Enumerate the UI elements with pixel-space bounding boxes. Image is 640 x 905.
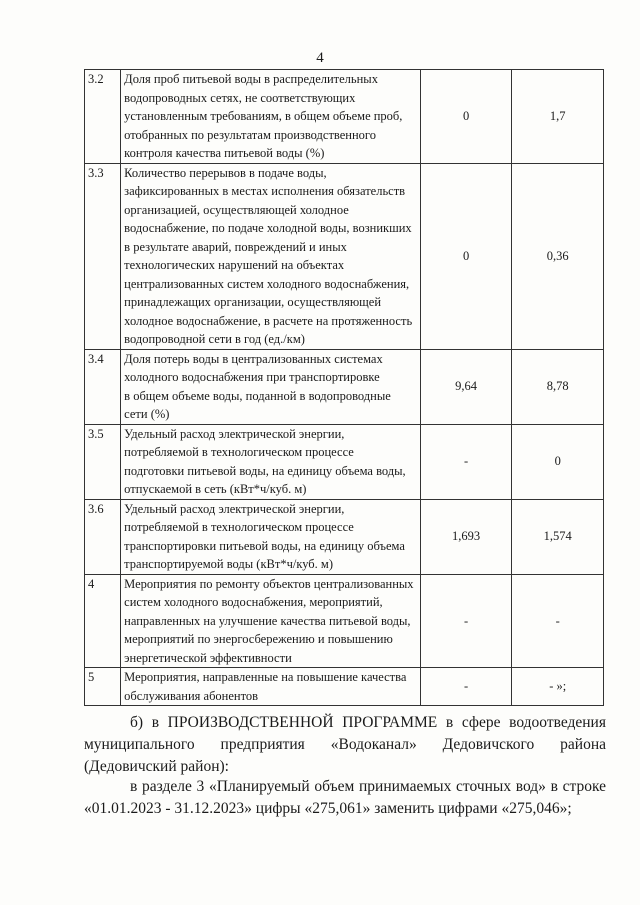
value-base: 9,64 xyxy=(420,349,512,424)
value-plan: 0 xyxy=(512,424,604,499)
row-description xyxy=(121,163,421,349)
description-line: контроля качества питьевой воды (%) xyxy=(124,146,325,160)
value-base: - xyxy=(420,424,512,499)
row-description xyxy=(121,70,421,164)
description-line: зафиксированных в местах исполнения обязательств xyxy=(124,184,406,198)
table-row xyxy=(85,349,604,424)
description-line: отобранных по результатам производственного xyxy=(124,127,376,142)
description-line: Доля проб питьевой воды в распределительных xyxy=(124,72,378,86)
description-line: водоснабжение, по подаче холодной воды, возникших xyxy=(124,221,412,235)
value-plan: 8,78 xyxy=(512,349,604,424)
row-number: 3.2 xyxy=(85,70,121,164)
page-number: 4 xyxy=(316,50,324,66)
row-number: 3.3 xyxy=(85,163,121,349)
table-row xyxy=(85,668,604,706)
description-line: энергетической эффективности xyxy=(124,650,292,665)
indicators-table xyxy=(84,69,604,706)
paragraph-b xyxy=(84,712,606,778)
description-line: водопроводных сетях, не соответствующих xyxy=(124,90,356,105)
row-number: 5 xyxy=(85,668,121,706)
description-line: организацией, осуществляющей холодное xyxy=(124,202,349,217)
row-number: 3.4 xyxy=(85,349,121,424)
description-line: отпускаемой в сеть (кВт*ч/куб. м) xyxy=(124,482,307,496)
description-line: в результате аварий, повреждений и иных xyxy=(124,239,347,254)
value-plan: 0,36 xyxy=(512,163,604,349)
paragraph-section-3-line-2: «01.01.2023 - 31.12.2023» цифры «275,061» заменить цифрами «275,046»; xyxy=(84,800,572,817)
value-base: 0 xyxy=(420,70,512,164)
description-line: Мероприятия по ремонту объектов централизованных xyxy=(124,576,414,591)
row-number: 4 xyxy=(85,574,121,668)
table-row xyxy=(85,70,604,164)
row-description xyxy=(121,349,421,424)
table-row xyxy=(85,499,604,574)
description-line: потребляемой в технологическом процессе xyxy=(124,445,354,459)
description-line: систем холодного водоснабжения, мероприятий, xyxy=(124,595,383,609)
value-plan: - »; xyxy=(512,668,604,706)
description-line: Количество перерывов в подаче воды, xyxy=(124,165,327,180)
paragraph-section-3 xyxy=(84,776,606,820)
description-line: обслуживания абонентов xyxy=(124,688,259,703)
value-base: - xyxy=(420,668,512,706)
description-line: холодное водоснабжение, в расчете на протяженность xyxy=(124,313,413,328)
description-line: Удельный расход электрической энергии, xyxy=(124,426,345,441)
value-plan: - xyxy=(512,574,604,668)
row-number: 3.5 xyxy=(85,424,121,499)
row-description xyxy=(121,424,421,499)
table-row xyxy=(85,574,604,668)
description-line: принадлежащих организации, осуществляющей xyxy=(124,295,382,309)
description-line: в общем объеме воды, поданной в водопроводные xyxy=(124,388,391,403)
description-line: сети (%) xyxy=(124,407,170,421)
paragraph-b-line-3: (Дедовичский район): xyxy=(84,758,229,775)
description-line: установленным требованиям, в общем объеме проб, xyxy=(124,109,403,123)
row-description xyxy=(121,499,421,574)
description-line: транспортируемой воды (кВт*ч/куб. м) xyxy=(124,557,333,571)
value-base: 0 xyxy=(420,163,512,349)
table-row xyxy=(85,424,604,499)
description-line: Мероприятия, направленные на повышение качества xyxy=(124,670,407,684)
description-line: холодного водоснабжения при транспортировке xyxy=(124,370,380,384)
description-line: водопроводной сети в год (ед./км) xyxy=(124,332,305,346)
description-line: направленных на улучшение качества питьевой воды, xyxy=(124,613,411,628)
row-number: 3.6 xyxy=(85,499,121,574)
value-plan: 1,574 xyxy=(512,499,604,574)
value-plan: 1,7 xyxy=(512,70,604,164)
row-description xyxy=(121,574,421,668)
paragraph-b-line-1: б) в ПРОИЗВОДСТВЕННОЙ ПРОГРАММЕ в сфере водоотведения xyxy=(130,714,606,731)
paragraph-section-3-line-1: в разделе 3 «Планируемый объем принимаемых сточных вод» в строке xyxy=(130,778,606,795)
description-line: технологических нарушений на объектах xyxy=(124,258,345,272)
description-line: мероприятий по энергосбережению и повышению xyxy=(124,632,393,646)
description-line: потребляемой в технологическом процессе xyxy=(124,520,354,534)
table-row xyxy=(85,163,604,349)
row-description xyxy=(121,668,421,706)
description-line: централизованных систем холодного водоснабжения, xyxy=(124,276,410,291)
value-base: 1,693 xyxy=(420,499,512,574)
description-line: Удельный расход электрической энергии, xyxy=(124,501,345,516)
description-line: Доля потерь воды в централизованных системах xyxy=(124,351,383,366)
value-base: - xyxy=(420,574,512,668)
paragraph-b-line-2: муниципального предприятия «Водоканал» Дедовичского района xyxy=(84,736,606,753)
description-line: транспортировки питьевой воды, на единицу объема xyxy=(124,538,405,553)
description-line: подготовки питьевой воды, на единицу объема воды, xyxy=(124,463,406,478)
